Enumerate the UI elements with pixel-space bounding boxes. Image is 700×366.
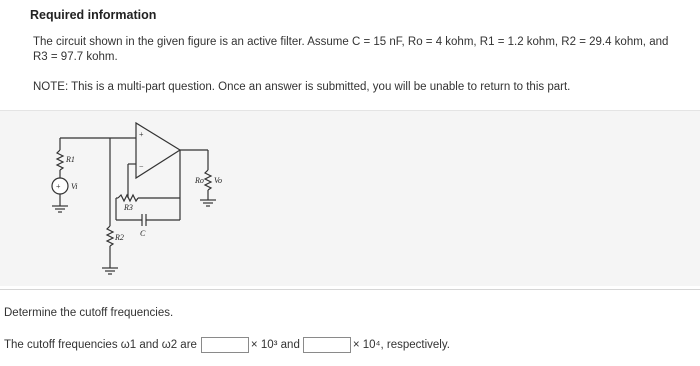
- divider: [0, 289, 700, 290]
- label-r3: R3: [124, 203, 133, 212]
- question-heading: Determine the cutoff frequencies.: [4, 307, 174, 319]
- problem-statement-line1: The circuit shown in the given figure is an active filter. Assume C = 15 nF, Ro = 4 kohm, R1 = 1.2 kohm, R2 = 29.4 kohm, and: [33, 36, 669, 48]
- omega1-answer-input[interactable]: [201, 337, 249, 353]
- label-ro: Ro: [195, 176, 204, 185]
- answer-row: [4, 337, 450, 353]
- omega2-answer-input[interactable]: [303, 337, 351, 353]
- label-plus: +: [139, 130, 144, 139]
- question-prefix: The cutoff frequencies ω1 and ω2 are: [4, 339, 197, 351]
- label-r2: R2: [115, 233, 124, 242]
- note-text: NOTE: This is a multi-part question. Once an answer is submitted, you will be unable to return to this part.: [33, 81, 571, 93]
- problem-statement-line2: R3 = 97.7 kohm.: [33, 51, 118, 63]
- label-vi: Vi: [71, 182, 78, 191]
- page-title: Required information: [30, 8, 157, 22]
- label-r1: R1: [66, 155, 75, 164]
- label-c: C: [140, 229, 146, 238]
- multiplier-1: × 10³ and: [250, 339, 300, 351]
- label-vo: Vo: [214, 176, 222, 185]
- circuit-diagram: [40, 118, 250, 290]
- multiplier-2: × 10⁴, respectively.: [352, 339, 450, 351]
- source-plus: +: [56, 182, 61, 191]
- label-minus: −: [139, 162, 144, 171]
